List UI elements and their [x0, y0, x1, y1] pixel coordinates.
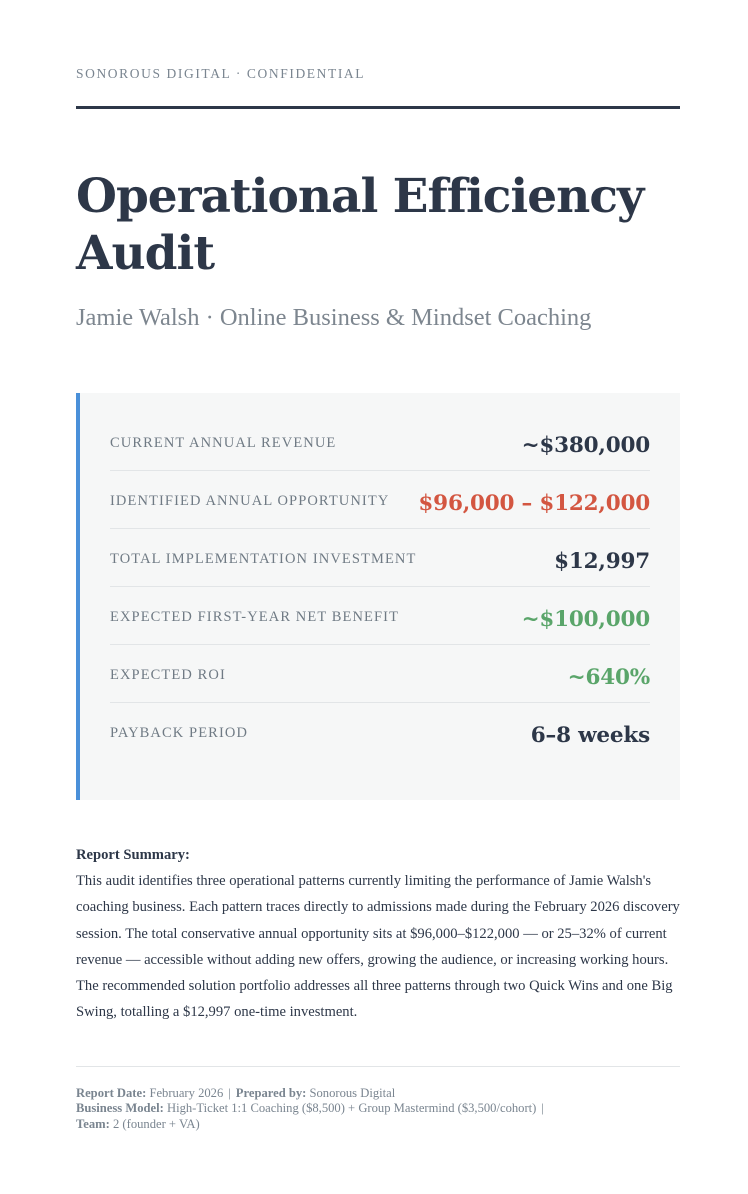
metric-label: IDENTIFIED ANNUAL OPPORTUNITY: [110, 493, 390, 509]
prepared-by-label: Prepared by:: [235, 1086, 307, 1100]
report-date-value: February 2026: [149, 1086, 224, 1100]
business-model-value: High-Ticket 1:1 Coaching ($8,500) + Group Mastermind ($3,500/cohort): [166, 1101, 537, 1116]
brand-confidential-label: SONOROUS DIGITAL · CONFIDENTIAL: [76, 66, 366, 81]
metric-value: ~$380,000: [521, 433, 650, 458]
footer-separator: |: [541, 1101, 544, 1116]
footer-separator: |: [228, 1086, 231, 1100]
page-subtitle: Jamie Walsh · Online Business & Mindset Coaching: [76, 304, 592, 331]
key-metrics-panel: [76, 393, 680, 800]
metric-label: PAYBACK PERIOD: [110, 725, 249, 741]
metric-row-annual-opportunity: [110, 471, 650, 529]
metric-row-expected-roi: [110, 645, 650, 703]
header-divider: [76, 106, 680, 109]
page-title: Operational Efficiency Audit: [76, 169, 644, 281]
team-label: Team:: [76, 1116, 110, 1131]
footer-line-2: [76, 1101, 680, 1116]
report-footer: [76, 1086, 680, 1132]
footer-divider: [76, 1066, 680, 1067]
metric-value: $12,997: [554, 549, 650, 574]
team-value: 2 (founder + VA): [112, 1116, 200, 1131]
metric-label: EXPECTED ROI: [110, 667, 226, 683]
metric-value: ~$100,000: [521, 607, 650, 632]
metric-row-implementation-investment: [110, 529, 650, 587]
summary-heading: Report Summary:: [76, 847, 190, 863]
metric-label: CURRENT ANNUAL REVENUE: [110, 435, 337, 451]
footer-line-3: [76, 1117, 680, 1132]
report-date-label: Report Date:: [76, 1086, 147, 1100]
report-summary: [76, 842, 680, 1025]
metric-label: TOTAL IMPLEMENTATION INVESTMENT: [110, 551, 417, 567]
metric-row-current-revenue: [110, 413, 650, 471]
prepared-by-value: Sonorous Digital: [309, 1086, 396, 1100]
metric-value: 6–8 weeks: [530, 723, 650, 748]
metric-row-net-benefit: [110, 587, 650, 645]
metric-value: ~640%: [567, 665, 650, 690]
metric-label: EXPECTED FIRST-YEAR NET BENEFIT: [110, 609, 400, 625]
metric-row-payback-period: [110, 703, 650, 761]
summary-text: This audit identifies three operational patterns currently limiting the performance of Jamie Walsh's coaching business. Each pattern traces directly to admissions made during the February 2026 discovery session. The total conservative annual opportunity sits at $96,000–$122,000 — or 25–32% of current revenue — accessible without adding new offers, growing the audience, or increasing working hours. The recommended solution portfolio addresses all three patterns through two Quick Wins and one Big Swing, totalling a $12,997 one-time investment.: [76, 873, 680, 1021]
business-model-label: Business Model:: [76, 1101, 164, 1116]
footer-line-1: [76, 1086, 680, 1101]
metric-value: $96,000 – $122,000: [418, 491, 650, 516]
